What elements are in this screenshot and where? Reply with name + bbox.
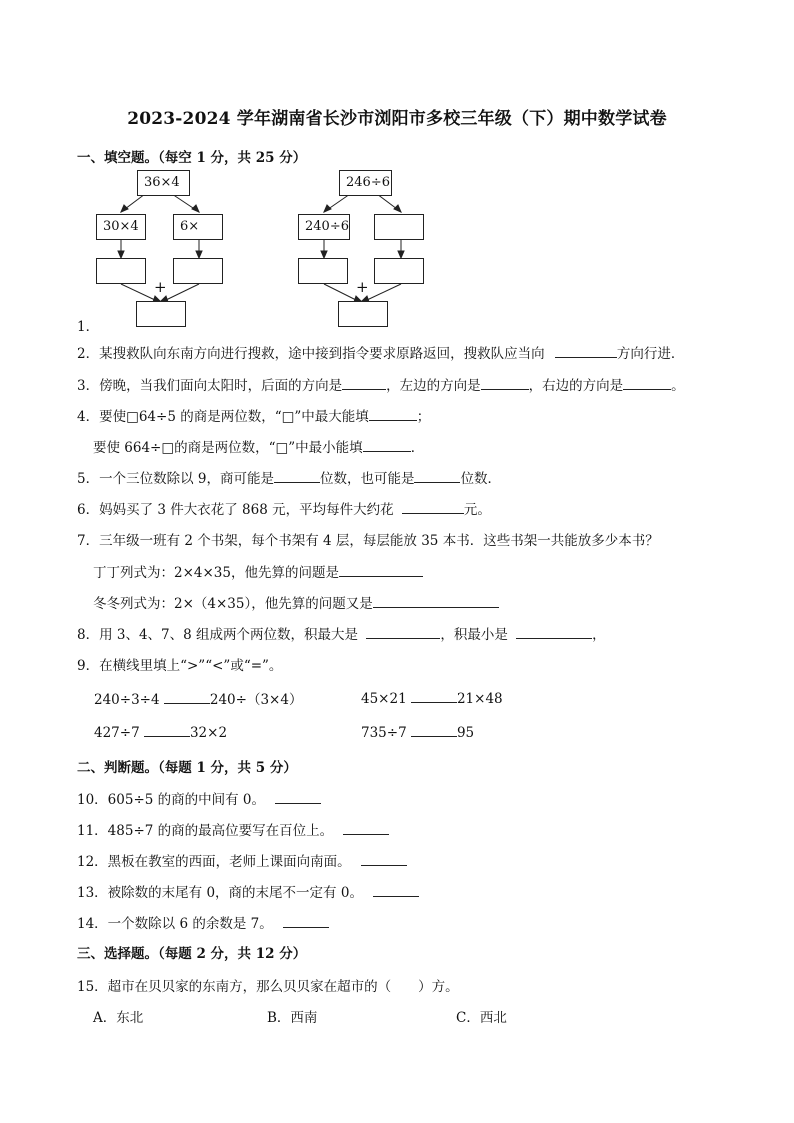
diagram2-sum-box[interactable] xyxy=(338,301,388,327)
question-7-line-1-text: 丁丁列式为：2×4×35，他先算的问题是 xyxy=(93,565,339,581)
question-4-blank-1[interactable] xyxy=(369,406,417,421)
compare-item xyxy=(361,688,503,707)
question-2-after: 方向行进． xyxy=(616,346,685,362)
question-3-blank-right[interactable] xyxy=(623,375,671,390)
question-6-blank[interactable] xyxy=(402,499,464,514)
judge-blank[interactable] xyxy=(343,820,389,835)
diagram2-right-box[interactable] xyxy=(374,214,424,240)
question-3 xyxy=(77,374,685,394)
compare-item xyxy=(361,722,474,741)
compare-right: 240÷（3×4） xyxy=(209,692,303,708)
question-1-number: 1． xyxy=(77,319,100,335)
question-4-text-2: 要使 664÷□的商是两位数，“□”中最小能填 xyxy=(93,440,363,456)
compare-left: 427÷7 xyxy=(94,725,140,741)
question-15-text: 15．超市在贝贝家的东南方，那么贝贝家在超市的（ ）方。 xyxy=(77,979,459,995)
question-3-part-b: ，左边的方向是 xyxy=(386,378,481,394)
diagram1-right-box: 6× xyxy=(173,214,223,240)
diagram2-left-box: 240÷6 xyxy=(298,214,350,240)
judge-blank[interactable] xyxy=(361,851,407,866)
judge-blank[interactable] xyxy=(283,913,329,928)
question-2 xyxy=(77,342,684,362)
diagram1-plus-sign: + xyxy=(154,278,167,296)
compare-blank[interactable] xyxy=(411,722,457,737)
compare-right: 21×48 xyxy=(456,691,503,707)
diagram1-sum-box[interactable] xyxy=(136,301,186,327)
page-title: 2023-2024 学年湖南省长沙市浏阳市多校三年级（下）期中数学试卷 xyxy=(127,109,667,129)
question-7-blank-2[interactable] xyxy=(373,593,499,608)
judge-text: 10．605÷5 的商的中间有 0。 xyxy=(77,792,266,808)
question-7-text: 7．三年级一班有 2 个书架，每个书架有 4 层，每层能放 35 本书．这些书架一共能放多少本书？ xyxy=(77,533,659,549)
question-5-part-c: 位数． xyxy=(460,471,501,487)
section-judge-heading: 二、判断题。（每题 1 分，共 5 分） xyxy=(77,760,297,776)
question-7-blank-1[interactable] xyxy=(339,562,423,577)
option-a[interactable]: A．东北 xyxy=(93,1010,144,1026)
question-8-blank-min[interactable] xyxy=(516,624,592,639)
question-5-part-b: 位数，也可能是 xyxy=(319,471,415,487)
diagram2-right-answer-box[interactable] xyxy=(374,258,424,284)
question-5-blank-1[interactable] xyxy=(274,468,320,483)
question-3-part-d: 。 xyxy=(671,378,685,394)
diagram1-right-answer-box[interactable] xyxy=(173,258,223,284)
judge-text: 11．485÷7 的商的最高位要写在百位上。 xyxy=(77,823,334,839)
question-7-line-1 xyxy=(93,561,423,581)
question-2-text: 2．某搜救队向东南方向进行搜救，途中接到指令要求原路返回，搜救队应当向 xyxy=(77,346,545,362)
diagram1-left-answer-box[interactable] xyxy=(96,258,146,284)
question-8 xyxy=(77,623,606,643)
judge-text: 14．一个数除以 6 的余数是 7。 xyxy=(77,916,273,932)
compare-blank[interactable] xyxy=(411,688,457,703)
question-4-punct-1: ； xyxy=(416,409,431,425)
question-8-part-c: ， xyxy=(592,627,606,643)
question-4-line-1 xyxy=(77,405,430,425)
question-7-line-2 xyxy=(93,592,499,612)
question-7-line-2-text: 冬冬列式为：2×（4×35），他先算的问题又是 xyxy=(93,596,373,612)
question-8-blank-max[interactable] xyxy=(366,624,440,639)
judge-blank[interactable] xyxy=(373,882,419,897)
section-choice-heading: 三、选择题。（每题 2 分，共 12 分） xyxy=(77,946,307,962)
question-3-blank-behind[interactable] xyxy=(342,375,386,390)
option-b[interactable]: B．西南 xyxy=(267,1010,318,1026)
judge-text: 12．黑板在教室的西面，老师上课面向南面。 xyxy=(77,854,351,870)
question-4-text-1: 4．要使□64÷5 的商是两位数，“□”中最大能填 xyxy=(77,409,369,425)
question-6-part-a: 6．妈妈买了 3 件大衣花了 868 元，平均每件大约花 xyxy=(77,502,394,518)
question-6 xyxy=(77,498,491,518)
question-3-blank-left[interactable] xyxy=(481,375,529,390)
option-c[interactable]: C．西北 xyxy=(456,1010,507,1026)
question-3-part-a: 3．傍晚，当我们面向太阳时，后面的方向是 xyxy=(77,378,343,394)
diagram2-left-answer-box[interactable] xyxy=(298,258,348,284)
question-5-blank-2[interactable] xyxy=(414,468,460,483)
question-6-part-b: 元。 xyxy=(463,502,491,518)
compare-left: 735÷7 xyxy=(361,725,407,741)
question-9-text: 9．在横线里填上“>”“<”或“=”。 xyxy=(77,658,283,674)
question-4-blank-2[interactable] xyxy=(363,437,411,452)
judge-text: 13．被除数的末尾有 0，商的末尾不一定有 0。 xyxy=(77,885,363,901)
diagram2-top-box: 246÷6 xyxy=(339,170,392,196)
judge-item xyxy=(77,850,407,870)
judge-item xyxy=(77,788,321,808)
judge-blank[interactable] xyxy=(275,789,321,804)
question-4-punct-2: ． xyxy=(410,440,425,456)
compare-item xyxy=(94,688,302,708)
diagram1-left-box: 30×4 xyxy=(96,214,146,240)
judge-item xyxy=(77,912,329,932)
compare-left: 240÷3÷4 xyxy=(94,692,160,708)
question-8-part-b: ，积最小是 xyxy=(440,627,508,643)
compare-right: 32×2 xyxy=(189,725,228,741)
diagram2-plus-sign: + xyxy=(356,278,369,296)
question-5-part-a: 5．一个三位数除以 9，商可能是 xyxy=(77,471,274,487)
diagram1-top-box: 36×4 xyxy=(137,170,190,196)
section-fill-in-heading: 一、填空题。（每空 1 分，共 25 分） xyxy=(77,150,307,166)
compare-item xyxy=(94,722,227,741)
question-4-line-2 xyxy=(93,436,424,456)
compare-blank[interactable] xyxy=(144,722,190,737)
compare-blank[interactable] xyxy=(164,689,210,704)
compare-right: 95 xyxy=(456,725,475,741)
compare-left: 45×21 xyxy=(361,691,407,707)
question-5 xyxy=(77,467,501,487)
question-8-part-a: 8．用 3、4、7、8 组成两个两位数，积最大是 xyxy=(77,627,359,643)
judge-item xyxy=(77,881,419,901)
question-2-blank[interactable] xyxy=(555,343,617,358)
judge-item xyxy=(77,819,389,839)
question-3-part-c: ，右边的方向是 xyxy=(528,378,624,394)
diagram-lines xyxy=(0,0,794,340)
